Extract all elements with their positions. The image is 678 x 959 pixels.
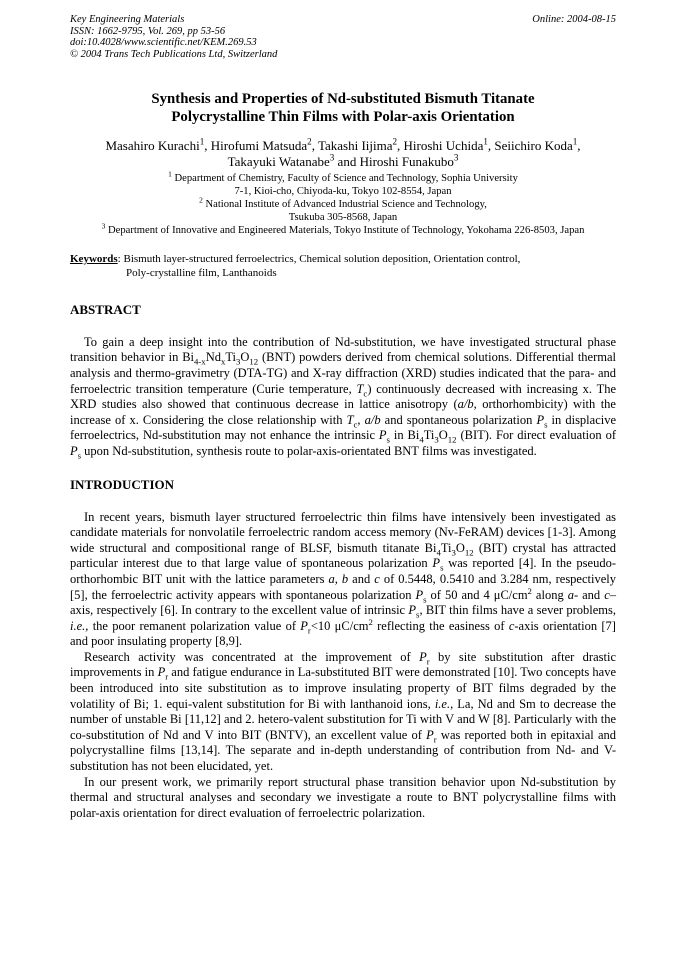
author-list: Masahiro Kurachi$^1$, Hirofumi Matsuda$^2$, Takashi Iijima$^2$, Hiroshi Uchida$^1$, Seiichiro Koda$^1$, Takayuki Watanabe$^3$ and Hiroshi Funakubo$^3$ (105, 137, 581, 170)
abstract-text: in displacive ferroelectrics, Nd-substitution may not enhance the intrinsic (70, 412, 617, 443)
keywords-line-2: Poly-crystalline film, Lanthanoids (126, 266, 277, 279)
intro-paragraph-2 (70, 650, 616, 775)
formula-sub: 3 (451, 547, 456, 558)
online-date: Online: 2004-08-15 (532, 14, 616, 25)
symbol-sub: s (423, 594, 427, 604)
symbol: P (70, 443, 78, 458)
author-name: Hiroshi Funakubo (359, 154, 454, 170)
formula-text: Ti (440, 540, 452, 555)
affil-mark: 2 (199, 195, 203, 205)
intro-paragraph-1 (70, 510, 616, 650)
abstract-text: , orthorhombicity) with the increase of x. Considering the close relationship with (70, 397, 616, 427)
author-affil-mark: 3 (453, 153, 459, 164)
issn-line: ISSN: 1662-9795, Vol. 269, pp 53-56 (70, 25, 226, 37)
symbol: c (508, 618, 515, 633)
author-name: Hirofumi Matsuda (210, 138, 308, 154)
symbol: T (356, 381, 364, 396)
symbol-sub: s (440, 562, 444, 573)
title-line-1: Synthesis and Properties of Nd-substituted Bismuth Titanate (151, 91, 535, 108)
intro-paragraph-3: In our present work, we primarily report structural phase transition behavior upon Nd-substitution by thermal and structural analyses and secondary we investigate a route to BNT polycrystalline films with polar-axis orientation for direct evaluation of ferroelectric polarization. (70, 774, 616, 820)
body-text: - and (573, 587, 605, 602)
abstract-text: (BNT) powders derived from chemical solutions. Differential thermal analysis and thermo-gravimetry (DTA-TG) and X-ray diffraction (XRD) studies indicated that the para- and ferroelectric transition temperature (Curie temperature, (70, 350, 617, 396)
journal-header (70, 14, 616, 60)
symbol: a (567, 587, 574, 602)
body-text: was reported [4]. In the pseudo-orthorhombic BIT unit with the lattice parameters (70, 556, 616, 586)
abstract-text: (BIT). For direct evaluation of (456, 428, 616, 443)
affiliation-1 (70, 169, 616, 185)
symbol: P (415, 587, 424, 602)
affil-text: Department of Chemistry, Faculty of Science and Technology, Sophia University (174, 173, 518, 185)
symbol-sub: r (426, 656, 430, 667)
body-text: and (348, 571, 375, 586)
author-name: Masahiro Kurachi (105, 138, 200, 154)
affil-text: National Institute of Advanced Industrial Science and Technology, (205, 199, 487, 211)
formula-text: O (240, 350, 250, 365)
body-text: of 50 and 4 μC/cm (426, 587, 528, 602)
body-text: <10 μC/cm (310, 618, 369, 633)
author-affil-mark: 3 (329, 153, 335, 164)
formula-sub: 12 (249, 356, 259, 367)
symbol: c (374, 571, 380, 586)
symbol: P (378, 428, 387, 443)
symbol: P (419, 649, 427, 664)
paper-title (70, 90, 616, 126)
body-text: , BIT thin films have a sever problems, (419, 603, 616, 618)
affiliation-2 (70, 195, 616, 211)
author-affil-mark: 1 (572, 137, 578, 148)
formula-text: Bi (407, 428, 420, 443)
body-text: by site substitution after drastic improvements in (70, 649, 616, 680)
affiliation-list (70, 169, 616, 237)
formula-sub: 3 (236, 356, 241, 367)
formula-sub: 3 (434, 434, 439, 445)
copyright-line: © 2004 Trans Tech Publications Ltd, Switzerland (70, 48, 278, 60)
unit-sup: 2 (368, 616, 373, 627)
symbol-sub: s (544, 419, 548, 430)
symbol-sub: r (307, 625, 311, 636)
body-text: Research activity was concentrated at the improvement of (84, 649, 420, 664)
keywords-label: Keywords (70, 253, 118, 266)
affiliation-1-address: 7-1, Kioi-cho, Chiyoda-ku, Tokyo 102-8554, Japan (234, 186, 452, 198)
symbol-sub: r (165, 671, 169, 682)
unit-sup: 2 (527, 585, 532, 596)
symbol-sub: c (363, 388, 368, 399)
symbol: P (300, 618, 308, 633)
author-name: Hiroshi Uchida (403, 138, 484, 154)
symbol: P (426, 727, 434, 742)
author-affil-mark: 2 (307, 137, 312, 148)
body-text: -axis orientation [7] and poor insulating property [8,9]. (70, 618, 616, 649)
formula-sub: 12 (464, 547, 474, 558)
affiliation-2-address: Tsukuba 305-8568, Japan (288, 212, 398, 224)
affil-text: Department of Innovative and Engineered Materials, Tokyo Institute of Technology, Yokohama 226-8503, Japan (107, 225, 585, 237)
body-text: reflecting the easiness of (372, 618, 509, 633)
formula-sub: 4 (419, 434, 424, 445)
symbol-sub: s (416, 609, 420, 620)
body-text: , (334, 571, 342, 586)
author-affil-mark: 1 (483, 137, 488, 148)
author-name: Takayuki Watanabe (227, 154, 330, 170)
formula-sub: 4-x (194, 356, 206, 367)
symbol: P (432, 556, 441, 571)
formula-text: Nd (205, 350, 221, 365)
symbol-sub: s (77, 450, 82, 461)
body-text: (BIT) crystal has attracted particular interest due to that large value of spontaneous polarization (70, 540, 616, 571)
body-text: and fatigue endurance in La-substituted BIT were demonstrated [10]. Two concepts have been introduced into site substitution as to improve insulating property of BIT films degraded by the volatility of Bi; 1. equi-valent substitution for Bi with lanthanoid ions, (70, 665, 616, 711)
symbol: P (408, 603, 417, 618)
affil-mark: 3 (101, 221, 106, 231)
symbol-sub: r (433, 734, 437, 745)
symbol-sub: c (353, 419, 358, 430)
formula-sub: 12 (447, 434, 457, 445)
journal-name: Key Engineering Materials (70, 14, 185, 25)
body-text: the poor remanent polarization value of (88, 618, 301, 633)
symbol: a (328, 571, 335, 586)
author-name: Takashi Iijima (317, 138, 393, 154)
symbol: a/b (457, 397, 474, 412)
body-text: of 0.5448, 0.5410 and 3.284 nm, respectively [5], the ferroelectric activity appears with spontaneous polarization (70, 571, 616, 602)
author-affil-mark: 1 (199, 137, 205, 148)
formula-text: Ti (225, 350, 237, 365)
symbol: b (341, 571, 349, 586)
body-text: In recent years, bismuth layer structured ferroelectric thin films have intensively been investigated as candidate materials for nonvolatile ferroelectric random access memory (Nv-FeRAM) devices [1-3]. Among wide structural and compositional range of BLSF, bismuth titanate Bi (70, 509, 616, 555)
symbol: P (157, 665, 166, 680)
abstract-text: To gain a deep insight into the contribution of Nd-substitution, we have investigated structural phase transition behavior in Bi (70, 334, 616, 365)
keywords-line-1: Keywords: Bismuth layer-structured ferroelectrics, Chemical solution deposition, Orientation control, (70, 253, 521, 266)
keywords-block (70, 253, 616, 279)
formula-sub: x (220, 356, 226, 367)
abstract-paragraph: To gain a deep insight into the contribution of Nd-substitution, we have investigated structural phase transition behavior in $Bi_{4-x}Nd_xTi_3O_{12}$ (BNT) powders derived from chemical solutions. Differential thermal analysis and thermo-gravimetry (DTA-TG) and X-ray diffraction (XRD) studies indicated that the para- and ferroelectric transition temperature (Curie temperature, $T_c$) continuously decreased with increasing x. The XRD studies also showed that continuous decrease in lattice anisotropy (a/b, orthorhombicity) with the increase of x. Considering the close relationship with $T_c$, a/b and spontaneous polarization $P_s$ in displacive ferroelectrics, Nd-substitution may not enhance the intrinsic $P_s$ in $Bi_4Ti_3O_{12}$ (BIT). For direct evaluation of $P_s$ upon Nd-substitution, synthesis route to polar-axis-orientated BNT films was investigated. (70, 334, 617, 461)
symbol: P (536, 412, 545, 427)
affil-mark: 1 (168, 169, 172, 179)
symbol: a/b (364, 412, 381, 427)
body-text: was reported both in epitaxial and polycrystalline films [13,14]. The separate and in-depth understanding of contribution from Nd- and V-substitution has not been elucidated, yet. (70, 727, 616, 774)
latin-abbrev: i.e., (434, 696, 454, 711)
abstract-heading: ABSTRACT (70, 301, 141, 317)
symbol-sub: s (386, 434, 390, 445)
affiliation-3 (70, 221, 616, 237)
abstract-text: ) continuously decreased with increasing x. The XRD studies also showed that continuous decrease in lattice anisotropy ( (70, 381, 616, 412)
title-line-2: Polycrystalline Thin Films with Polar-axis Orientation (171, 109, 515, 126)
formula-sub: 4 (436, 547, 441, 558)
formula-text: O (455, 540, 465, 555)
keywords-text: Bismuth layer-structured ferroelectrics, Chemical solution deposition, Orientation control, (123, 253, 521, 266)
latin-abbrev: i.e., (70, 618, 89, 633)
author-and: and (337, 154, 357, 170)
author-affil-mark: 2 (392, 137, 398, 148)
introduction-heading: INTRODUCTION (70, 476, 175, 492)
abstract-text: upon Nd-substitution, synthesis route to polar-axis-orientated BNT films was investigated. (81, 443, 537, 458)
abstract-text: in (389, 428, 408, 443)
symbol: T (346, 412, 354, 427)
formula-text: Ti (423, 428, 435, 443)
symbol: c (604, 587, 610, 602)
body-text: along (531, 587, 568, 602)
author-name: Seiichiro Koda (494, 138, 573, 154)
doi-line: doi:10.4028/www.scientific.net/KEM.269.53 (70, 37, 257, 49)
abstract-text: and spontaneous polarization (380, 412, 537, 427)
formula-text: O (438, 428, 448, 443)
body-text: La, Nd and Sm to decrease the number of unstable Bi [11,12] and 2. hetero-valent substitution for Ti with V and W [8]. Particularly with the co-substitution of Nd and V into BIT (BNTV), an excellent value of (70, 696, 616, 742)
body-text: –axis, respectively [6]. In contrary to the excellent value of intrinsic (70, 587, 617, 618)
